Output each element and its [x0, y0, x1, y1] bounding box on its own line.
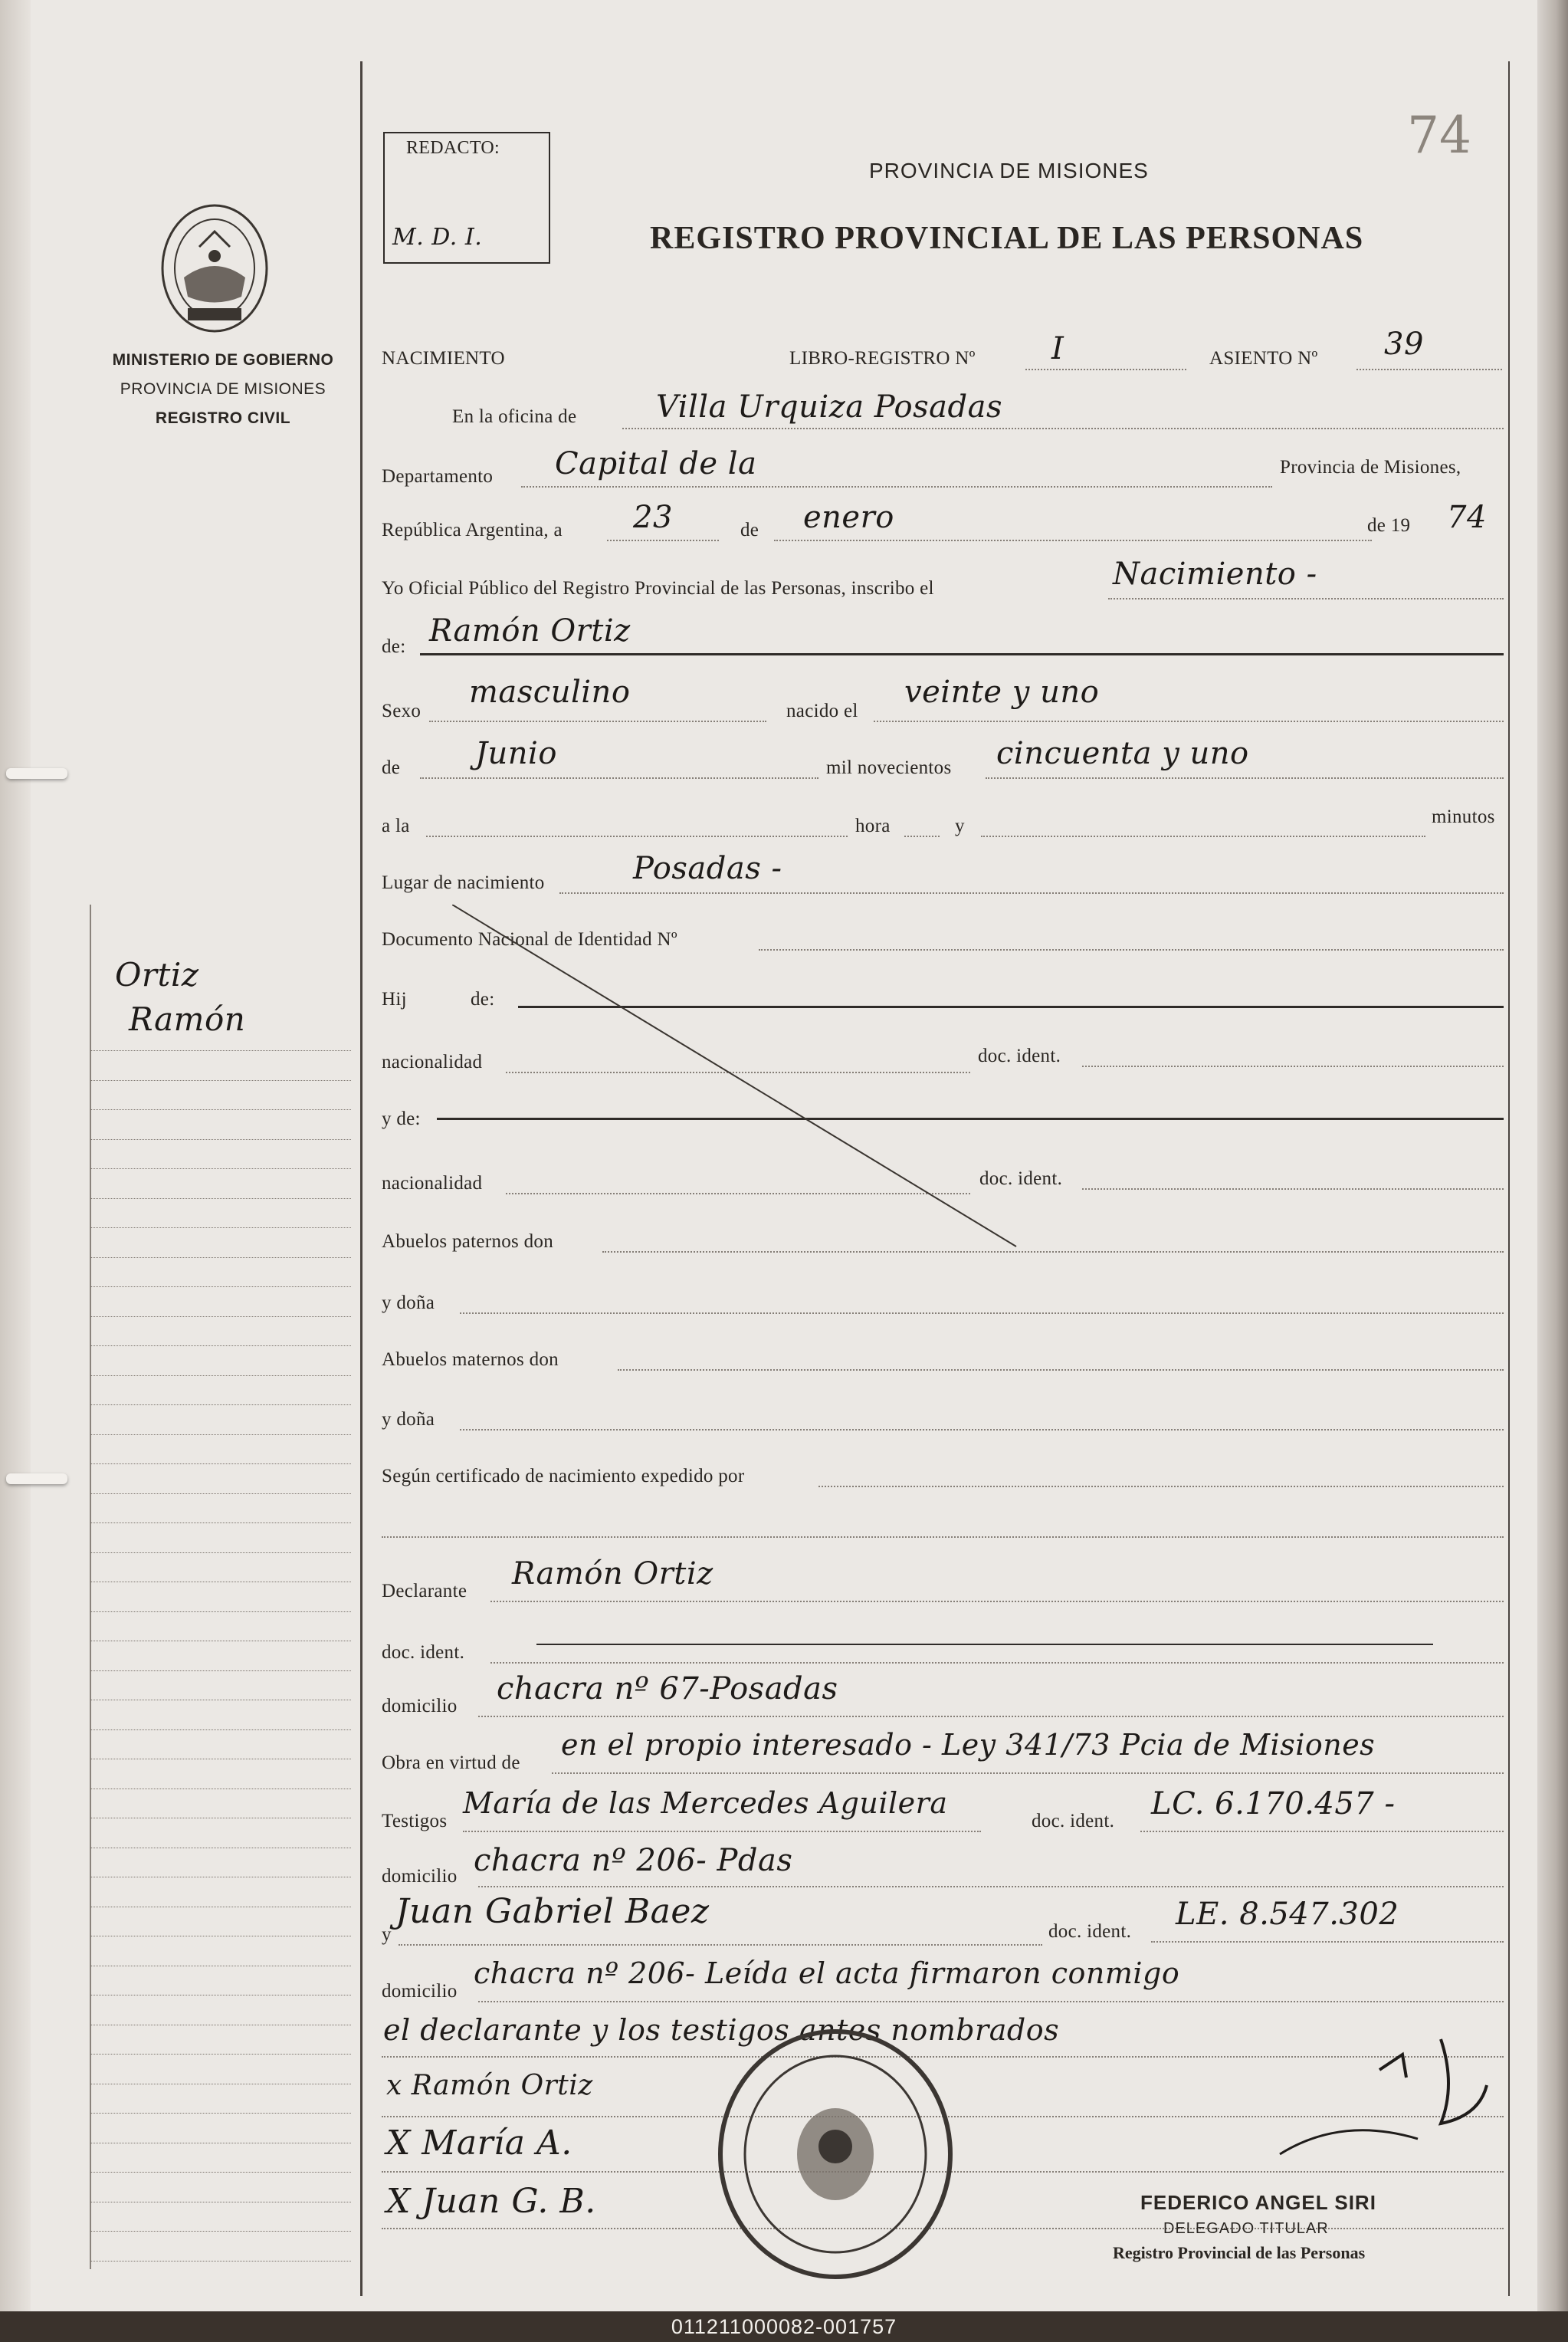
de4-label: de:: [471, 989, 495, 1010]
official-signature-icon: [1249, 2024, 1494, 2177]
doc-ident5-label: doc. ident.: [1048, 1921, 1132, 1942]
departamento-label: Departamento: [382, 466, 494, 487]
ministry-line2: PROVINCIA DE MISIONES: [120, 380, 326, 398]
oficina-value: Villa Urquiza Posadas: [656, 389, 1002, 425]
margin-rule-line: [90, 1168, 351, 1169]
lugar-label: Lugar de nacimiento: [382, 872, 545, 893]
certificado-label: Según certificado de nacimiento expedido por: [382, 1466, 745, 1486]
margin-rule-line: [90, 2231, 351, 2232]
binding-stitch: [6, 1473, 67, 1484]
redacto-box: [383, 132, 550, 264]
minutos-label: minutos: [1432, 806, 1495, 827]
margin-rule-line: [90, 1522, 351, 1523]
closing-value: el declarante y los testigos antes nombrados: [383, 2013, 1060, 2047]
nombre-value: Ramón Ortiz: [429, 613, 631, 649]
ministry-line1: MINISTERIO DE GOBIERNO: [112, 351, 334, 369]
domicilio3-label: domicilio: [382, 1981, 458, 2002]
margin-rule-line: [90, 2113, 351, 2114]
margin-rule-line: [90, 1434, 351, 1435]
doc-ident4-label: doc. ident.: [1032, 1811, 1115, 1831]
margin-rule-line: [90, 1611, 351, 1612]
libro-label: LIBRO-REGISTRO Nº: [789, 348, 976, 369]
margin-divider: [360, 61, 362, 2296]
margin-rule-line: [90, 2261, 351, 2262]
margin-rule-line: [90, 1316, 351, 1317]
anio-nac-value: cincuenta y uno: [996, 736, 1249, 771]
de-label: de: [740, 520, 759, 540]
nacionalidad-label: nacionalidad: [382, 1052, 483, 1072]
testigo2-doc: LE. 8.547.302: [1176, 1897, 1399, 1932]
margin-rule-line: [90, 1109, 351, 1110]
obra-label: Obra en virtud de: [382, 1752, 520, 1773]
hij-label: Hij: [382, 989, 407, 1010]
de3-label: de: [382, 757, 401, 778]
nacimiento-label: NACIMIENTO: [382, 348, 505, 369]
de-year-label: de 19: [1367, 515, 1411, 536]
lugar-value: Posadas -: [633, 851, 782, 886]
abuelos-maternos-label: Abuelos maternos don: [382, 1349, 559, 1370]
margin-rule-line: [90, 1404, 351, 1405]
dia-nac-value: veinte y uno: [904, 675, 1100, 710]
oficina-label: En la oficina de: [452, 406, 577, 427]
republica-label: República Argentina, a: [382, 520, 563, 540]
right-border: [1508, 61, 1510, 2296]
sexo-value: masculino: [469, 675, 631, 710]
nacido-label: nacido el: [786, 701, 858, 721]
margin-surname: Ortiz: [115, 956, 199, 994]
margin-rule-line: [90, 1080, 351, 1081]
mes-nac-value: Junio: [475, 736, 557, 771]
margin-rule-line: [90, 2054, 351, 2055]
margin-rule-line: [90, 1375, 351, 1376]
departamento-value: Capital de la: [555, 446, 757, 481]
footer-code: 011211000082-001757: [0, 2311, 1568, 2342]
margin-rule-line: [90, 1729, 351, 1730]
acto-value: Nacimiento -: [1113, 557, 1317, 592]
domicilio-value: chacra nº 67-Posadas: [497, 1671, 838, 1706]
margin-rule-line: [90, 1198, 351, 1199]
signatory-role: DELEGADO TITULAR: [1163, 2220, 1329, 2237]
domicilio2-label: domicilio: [382, 1866, 458, 1887]
margin-rule-line: [90, 1552, 351, 1553]
binding-stitch: [6, 768, 67, 779]
de2-label: de:: [382, 636, 406, 657]
testigo1-value: María de las Mercedes Aguilera: [463, 1786, 948, 1820]
margin-rule-line: [90, 1493, 351, 1494]
declarante-label: Declarante: [382, 1581, 467, 1601]
hora-label: hora: [855, 816, 891, 836]
header-province: PROVINCIA DE MISIONES: [869, 159, 1149, 182]
margin-rule-line: [90, 1227, 351, 1228]
y-dona2-label: y doña: [382, 1409, 435, 1430]
margin-rule-line: [90, 1345, 351, 1346]
libro-value: I: [1051, 331, 1064, 366]
declarante-value: Ramón Ortiz: [512, 1556, 713, 1591]
domicilio2-value: chacra nº 206- Pdas: [474, 1843, 793, 1878]
testigos-label: Testigos: [382, 1811, 448, 1831]
margin-rule-line: [90, 1050, 351, 1051]
year-value: 74: [1447, 500, 1487, 535]
dia-value: 23: [633, 500, 673, 535]
official-stamp-icon: [713, 2024, 958, 2285]
obra-value: en el propio interesado - Ley 341/73 Pcia de Misiones: [561, 1728, 1376, 1762]
doc-ident-label: doc. ident.: [978, 1046, 1061, 1066]
redacto-label: REDACTO:: [406, 138, 500, 158]
redacto-value: M. D. I.: [392, 224, 483, 251]
y-dona-label: y doña: [382, 1293, 435, 1313]
mil-label: mil novecientos: [826, 757, 952, 778]
margin-given-name: Ramón: [129, 1000, 246, 1038]
y-de-label: y de:: [382, 1109, 421, 1129]
ministry-line3: REGISTRO CIVIL: [155, 409, 291, 427]
provincial-seal-icon: [157, 201, 272, 335]
margin-rule-line: [90, 1286, 351, 1287]
domicilio-label: domicilio: [382, 1696, 458, 1716]
doc-ident2-label: doc. ident.: [979, 1168, 1063, 1189]
oficial-text: Yo Oficial Público del Registro Provincial de las Personas, inscribo el: [382, 578, 934, 599]
abuelos-paternos-label: Abuelos paternos don: [382, 1231, 554, 1252]
margin-rule-line: [90, 2172, 351, 2173]
testigo1-doc: LC. 6.170.457 -: [1151, 1786, 1396, 1821]
provincia-label: Provincia de Misiones,: [1280, 457, 1461, 478]
a-la-label: a la: [382, 816, 410, 836]
margin-rule-line: [90, 1463, 351, 1464]
signatory-name: FEDERICO ANGEL SIRI: [1140, 2191, 1376, 2214]
sexo-label: Sexo: [382, 701, 422, 721]
header-title: REGISTRO PROVINCIAL DE LAS PERSONAS: [650, 221, 1364, 256]
firma-testigo1: X María A.: [386, 2124, 572, 2163]
margin-rule-line: [90, 1670, 351, 1671]
doc-ident3-label: doc. ident.: [382, 1642, 465, 1663]
domicilio3-value: chacra nº 206- Leída el acta firmaron conmigo: [474, 1956, 1180, 1990]
margin-rule-line: [90, 1139, 351, 1140]
dni-label: Documento Nacional de Identidad Nº: [382, 929, 677, 950]
sheet-number: 74: [1407, 106, 1471, 165]
cancellation-line: [452, 905, 1019, 1250]
y2-label: y: [382, 1924, 392, 1945]
signatory-office: Registro Provincial de las Personas: [1113, 2243, 1366, 2262]
page-edge: [1537, 0, 1568, 2311]
y-label: y: [955, 816, 965, 836]
asiento-value: 39: [1384, 327, 1424, 362]
firma-testigo2: X Juan G. B.: [386, 2182, 596, 2221]
asiento-label: ASIENTO Nº: [1209, 348, 1318, 369]
binding-strip: [0, 0, 31, 2311]
margin-rule-line: [90, 1257, 351, 1258]
testigo2-value: Juan Gabriel Baez: [395, 1892, 710, 1931]
nacionalidad2-label: nacionalidad: [382, 1173, 483, 1194]
mes-value: enero: [803, 500, 894, 535]
firma-declarante: x Ramón Ortiz: [386, 2070, 593, 2101]
